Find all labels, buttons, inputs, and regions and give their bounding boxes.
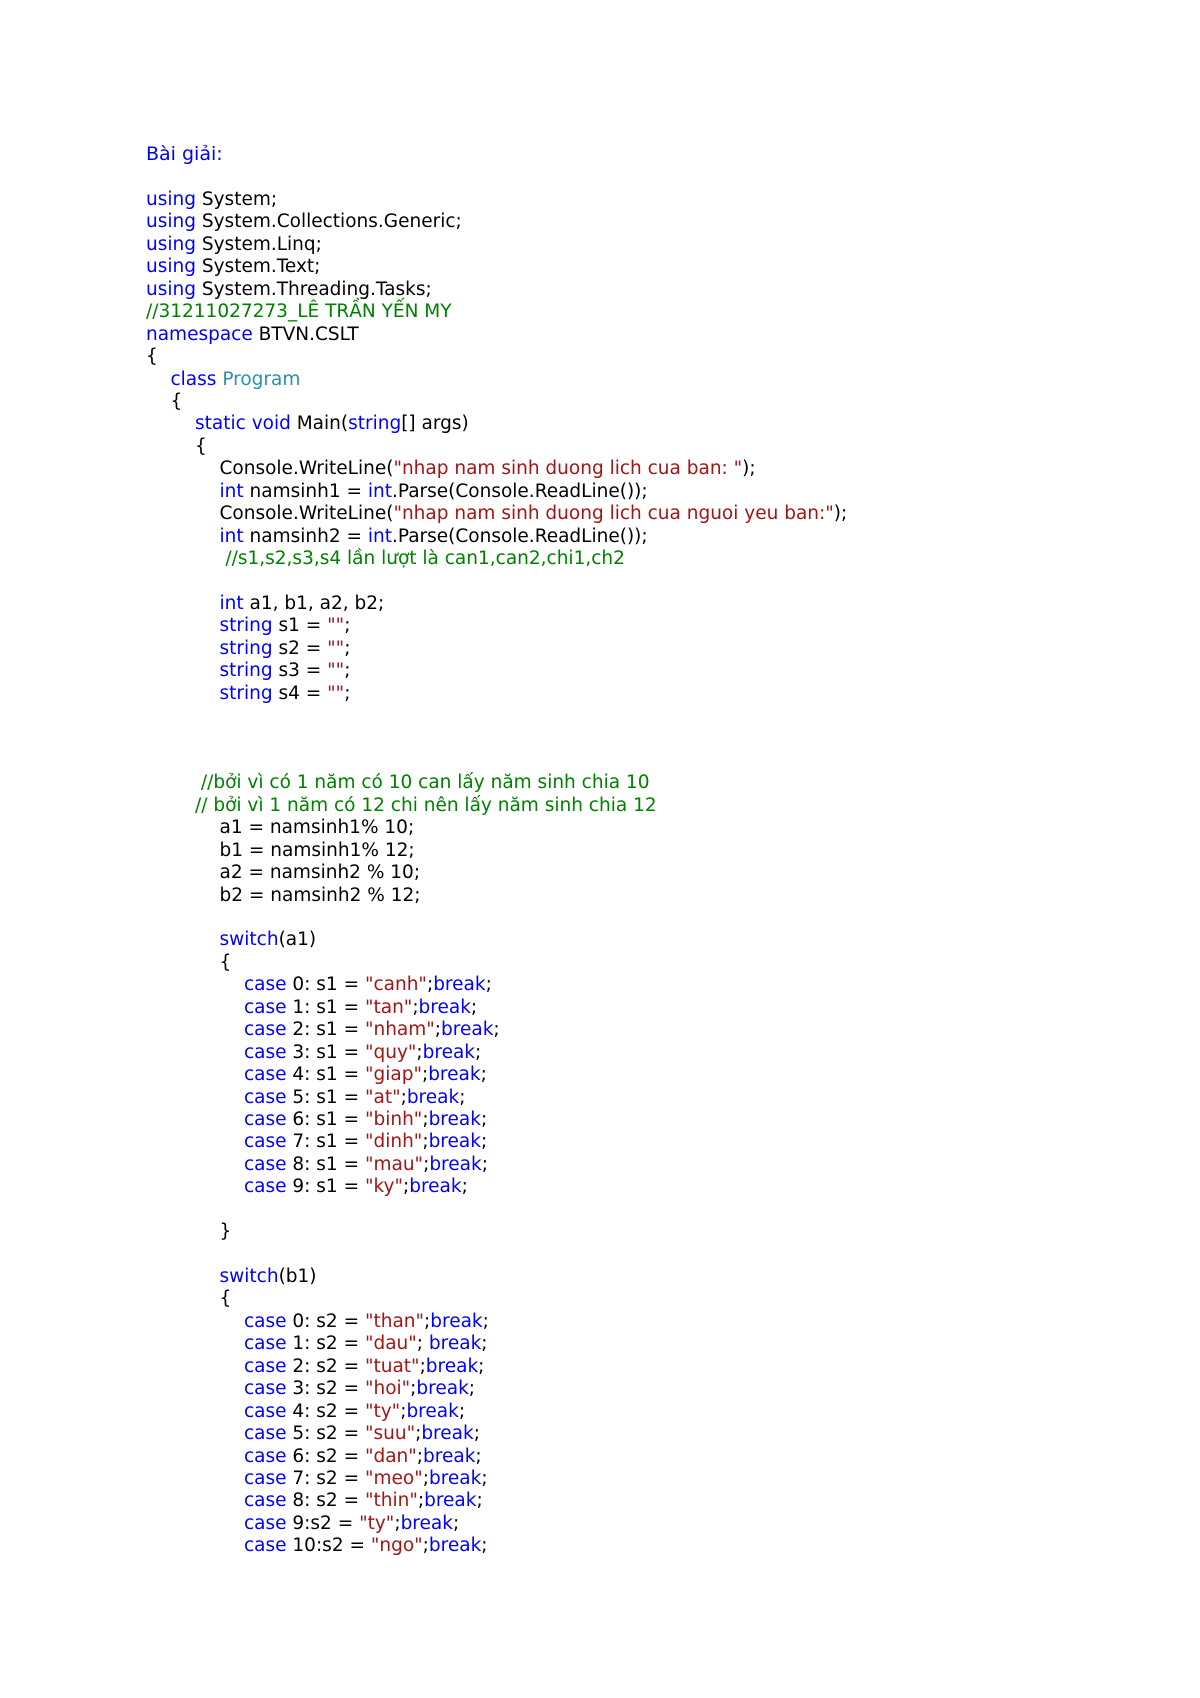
code-text: 1: s2 = [286,1333,365,1355]
code-text: { [219,951,232,973]
code-line [146,279,847,301]
comment-text: //s1,s2,s3,s4 lần lượt là can1,can2,chi1,ch2 [219,548,625,569]
code-text: 3: s2 = [286,1378,365,1400]
code-line [146,660,847,682]
comment-text: //bởi vì có 1 năm có 10 can lấy năm sinh chia 10 [195,772,650,794]
code-line [146,189,847,211]
code-line [146,840,847,862]
code-text: ; [478,1355,485,1377]
keyword-token: case [244,1445,287,1467]
blank-line [146,750,847,772]
code-text: { [146,346,158,368]
code-text: 5: s1 = [286,1086,365,1108]
code-line [146,503,847,525]
keyword-token: using [146,256,196,278]
code-text: .Parse(Console.ReadLine()); [391,525,648,547]
blank-line [146,705,847,727]
code-line [146,638,847,660]
code-text: 7: s2 = [286,1467,365,1489]
string-literal: "ty" [364,1400,401,1422]
code-line [146,234,847,256]
code-text: ; [470,996,478,1018]
keyword-token: break [423,1445,476,1467]
code-text: ; [423,1153,430,1175]
comment-text: // bởi vì 1 năm có 12 chi nên lấy năm sinh chia 12 [195,794,657,816]
string-literal: "tuat" [364,1355,420,1377]
code-line [146,862,847,884]
code-line [146,683,847,705]
code-line [146,1064,847,1086]
code-line [146,795,847,817]
string-literal: "nhap nam sinh duong lich cua ban: " [393,458,743,480]
string-literal: "" [327,682,345,704]
keyword-token: string [219,682,273,704]
code-text: ; [480,1108,488,1130]
code-line [146,997,847,1019]
keyword-token: case [244,1378,287,1400]
code-text: ; [400,1086,407,1108]
string-literal: "nham" [364,1019,435,1041]
code-text: 2: s1 = [286,1019,365,1041]
code-text: ; [421,1064,429,1086]
keyword-token: break [418,996,471,1018]
code-block [146,189,847,1558]
code-text: ; [480,1064,487,1086]
keyword-token: string [219,660,273,682]
code-line [146,526,847,548]
code-text: ; [461,1176,468,1198]
string-literal: "dinh" [364,1131,423,1153]
keyword-token: switch [219,929,279,951]
keyword-token: int [219,592,244,614]
keyword-token: break [400,1512,453,1534]
code-line [146,413,847,435]
code-line [146,1446,847,1468]
code-text: ; [493,1019,500,1041]
keyword-token: break [421,1423,474,1445]
keyword-token: case [244,1108,287,1130]
code-text: ; [481,1467,488,1489]
code-text: System.Linq; [195,233,322,255]
keyword-token: void [251,413,291,435]
code-line [146,1378,847,1400]
code-line [146,974,847,996]
code-text: b1 = namsinh1% 12; [219,839,415,861]
keyword-token: break [430,1310,483,1332]
code-text: ; [422,1535,429,1557]
code-line [146,885,847,907]
code-text: 6: s1 = [286,1108,365,1130]
code-text: ; [480,1131,488,1153]
keyword-token: case [244,1064,287,1086]
code-text: { [195,435,207,457]
code-text: ; [424,1310,431,1332]
code-line [146,301,847,323]
string-literal: "dan" [364,1445,417,1467]
code-text: a1, b1, a2, b2; [243,592,385,614]
keyword-token: break [416,1378,469,1400]
code-text: { [170,390,183,412]
code-line [146,211,847,233]
type-name: Program [222,368,301,390]
code-line [146,1266,847,1288]
keyword-token: break [409,1176,462,1198]
code-text: (a1) [278,929,317,951]
code-text: s2 = [272,637,328,659]
code-text: a1 = namsinh1% 10; [219,817,415,839]
keyword-token: class [170,368,217,390]
code-text: ; [417,1490,425,1512]
string-literal: "thin" [364,1490,418,1512]
blank-line [146,1199,847,1221]
code-text: ; [344,660,351,682]
string-literal: "binh" [364,1108,423,1130]
code-text: 9:s2 = [286,1512,360,1534]
keyword-token: case [244,1086,287,1108]
keyword-token: int [367,480,392,502]
code-text: ; [434,1019,442,1041]
keyword-token: string [348,413,402,435]
code-text: namsinh1 = [243,480,368,502]
solution-heading: Bài giải: [146,143,223,165]
code-text: 3: s1 = [286,1041,365,1063]
string-literal: "giap" [364,1064,422,1086]
code-line [146,1087,847,1109]
string-literal: "canh" [364,974,427,996]
code-text: 8: s2 = [286,1490,365,1512]
code-text: } [219,1221,232,1243]
keyword-token: case [244,1333,287,1355]
keyword-token: break [406,1400,459,1422]
string-literal: "nhap nam sinh duong lich cua nguoi yeu ban:" [393,503,834,525]
code-line [146,1311,847,1333]
code-text: a2 = namsinh2 % 10; [219,862,421,884]
code-text: Main( [290,413,349,435]
keyword-token: case [244,1153,287,1175]
string-literal: "dau" [364,1333,417,1355]
string-literal: "quy" [364,1041,417,1063]
code-text: ; [481,1535,488,1557]
code-text: s4 = [272,682,328,704]
code-text: ; [458,1400,466,1422]
string-literal: "suu" [364,1423,416,1445]
code-text: namsinh2 = [243,525,368,547]
keyword-token: break [425,1355,479,1377]
keyword-token: case [244,1512,287,1534]
keyword-token: case [244,1490,287,1512]
string-literal: "tan" [364,996,413,1018]
code-text: ; [344,637,351,659]
code-text: ; [344,615,351,637]
code-text: ; [415,1423,422,1445]
code-line [146,1019,847,1041]
string-literal: "at" [364,1086,401,1108]
code-line [146,1154,847,1176]
code-text: 5: s2 = [286,1423,365,1445]
keyword-token: break [428,1064,481,1086]
code-line [146,1535,847,1557]
blank-line [146,1244,847,1266]
code-text: ; [475,1445,482,1467]
code-line [146,1468,847,1490]
code-text: ; [481,1153,488,1175]
code-text: b2 = namsinh2 % 12; [219,884,421,906]
code-text: System.Collections.Generic; [195,211,462,233]
code-text: 4: s1 = [286,1064,365,1086]
code-text: ; [422,1131,429,1153]
keyword-token: case [244,1131,287,1153]
code-text: Console.WriteLine( [219,503,394,525]
code-text: 7: s1 = [286,1131,365,1153]
code-line [146,1490,847,1512]
code-text: ; [344,682,351,704]
code-text: ; [419,1355,426,1377]
code-line [146,324,847,346]
keyword-token: case [244,1041,287,1063]
code-line [146,593,847,615]
code-text: 0: s2 = [286,1310,365,1332]
keyword-token: break [441,1019,494,1041]
keyword-token: using [146,278,196,300]
code-line [146,548,847,570]
code-text: 1: s1 = [286,996,365,1018]
code-text: ; [473,1423,480,1445]
code-line [146,1042,847,1064]
code-text: ; [403,1176,410,1198]
code-text: ; [482,1310,489,1332]
keyword-token: int [367,525,392,547]
code-line [146,929,847,951]
string-literal: "than" [364,1310,425,1332]
code-line [146,481,847,503]
code-line [146,1401,847,1423]
keyword-token: switch [219,1266,279,1287]
code-text: Console.WriteLine( [219,458,394,480]
code-text: (b1) [278,1266,317,1287]
keyword-token: case [244,1310,287,1332]
keyword-token: case [244,1400,287,1422]
string-literal: "ty" [359,1512,395,1534]
keyword-token: case [244,974,287,996]
code-text: .Parse(Console.ReadLine()); [391,480,648,502]
code-text: ; [400,1400,407,1422]
code-text: ; [412,996,419,1018]
string-literal: "ngo" [370,1535,423,1557]
code-text: ; [475,1041,482,1063]
code-text: ; [416,1445,424,1467]
string-literal: "" [327,637,345,659]
keyword-token: case [244,1176,287,1198]
code-text: ); [742,458,756,480]
code-text: s1 = [272,615,328,637]
keyword-token: break [429,1153,482,1175]
keyword-token: case [244,996,287,1018]
code-text: ; [422,1108,429,1130]
code-line [146,1109,847,1131]
keyword-token: case [244,1355,287,1377]
code-line [146,1356,847,1378]
code-line [146,817,847,839]
comment-text: //31211027273_LÊ TRẦN YẾN MY [146,301,452,323]
code-line [146,256,847,278]
keyword-token: namespace [146,323,253,345]
code-text: ; [422,1467,429,1489]
string-literal: "hoi" [364,1378,411,1400]
keyword-token: case [244,1019,287,1041]
string-literal: "meo" [364,1467,423,1489]
string-literal: "" [327,615,345,637]
code-text: ; [485,974,492,996]
code-text: 0: s1 = [286,974,365,996]
code-text: ; [459,1086,466,1108]
code-text: 6: s2 = [286,1445,365,1467]
code-text: [] args) [401,413,469,435]
code-text: 2: s2 = [286,1355,365,1377]
code-text: ; [468,1378,476,1400]
code-text: { [219,1288,232,1310]
string-literal: "mau" [364,1153,424,1175]
keyword-token: string [219,615,273,637]
code-text: ; [481,1333,488,1355]
keyword-token: break [428,1108,481,1130]
code-line [146,615,847,637]
code-line [146,1288,847,1310]
keyword-token: break [422,1041,476,1063]
code-text: 9: s1 = [286,1176,365,1198]
blank-line [146,907,847,929]
string-literal: "" [327,660,345,682]
code-text: ; [416,1041,423,1063]
code-line [146,1423,847,1445]
blank-line [146,728,847,750]
keyword-token: using [146,211,196,233]
code-text: ; [476,1490,483,1512]
keyword-token: case [244,1467,287,1489]
code-line [146,369,847,391]
code-text: System; [195,189,278,210]
keyword-token: int [219,525,244,547]
code-line [146,1221,847,1243]
code-line [146,772,847,794]
code-line [146,391,847,413]
code-text: ); [833,503,848,525]
code-line [146,346,847,368]
code-text: ; [426,974,434,996]
code-text: ; [410,1378,417,1400]
code-line [146,1513,847,1535]
code-text: 8: s1 = [286,1153,365,1175]
keyword-token: break [428,1467,482,1489]
keyword-token: using [146,189,196,210]
keyword-token: break [428,1333,482,1355]
code-line [146,1131,847,1153]
code-line [146,436,847,458]
keyword-token: case [244,1535,287,1557]
code-text: ; [452,1512,460,1534]
code-line [146,1333,847,1355]
code-line [146,458,847,480]
keyword-token: using [146,233,196,255]
keyword-token: break [428,1535,482,1557]
keyword-token: case [244,1423,287,1445]
keyword-token: break [424,1490,477,1512]
code-text: BTVN.CSLT [252,323,359,345]
code-text: 4: s2 = [286,1400,365,1422]
code-text: 10:s2 = [286,1535,371,1557]
code-text: System.Text; [195,256,321,278]
keyword-token: break [428,1131,481,1153]
code-text: s3 = [272,660,328,682]
code-text: System.Threading.Tasks; [195,278,432,300]
keyword-token: int [219,480,244,502]
keyword-token: static [195,413,246,435]
keyword-token: break [433,974,486,996]
keyword-token: break [406,1086,460,1108]
keyword-token: string [219,637,273,659]
code-text: ; [416,1333,429,1355]
code-line [146,952,847,974]
blank-line [146,570,847,592]
string-literal: "ky" [364,1176,403,1198]
code-text: ; [394,1512,401,1534]
code-line [146,1176,847,1198]
